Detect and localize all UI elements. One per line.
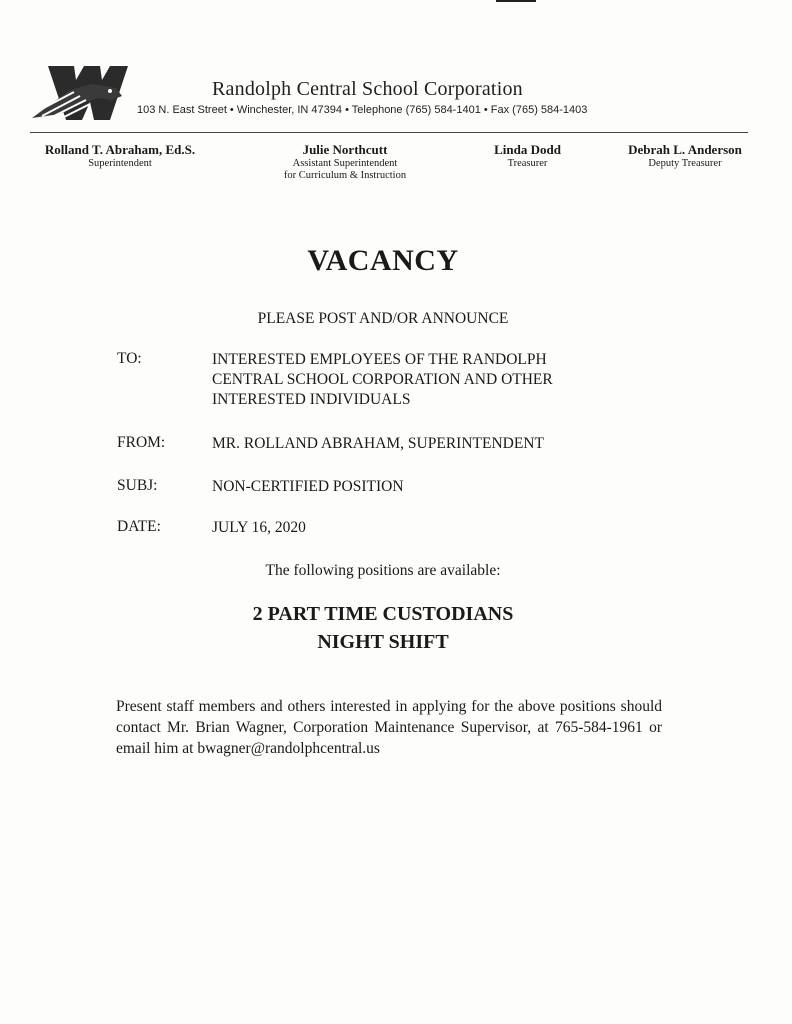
staff-name: Rolland T. Abraham, Ed.S.: [44, 142, 196, 157]
memo-date-value: JULY 16, 2020: [212, 519, 306, 536]
memo-to-line: INTERESTED INDIVIDUALS: [212, 391, 411, 408]
staff-treasurer: [470, 142, 585, 170]
position-line-1: 2 PART TIME CUSTODIANS: [252, 603, 514, 625]
memo-to-label: TO:: [117, 350, 142, 367]
positions-heading: [0, 600, 766, 656]
staff-title: for Curriculum & Instruction: [283, 170, 407, 181]
staff-title: Assistant Superintendent: [292, 158, 398, 169]
contact-paragraph: Present staff members and others interested in applying for the above positions should contact Mr. Brian Wagner, Corporation Maintenance Supervisor, at 765-584-1961 or email him at bwagner@randolphcentral.us: [116, 698, 662, 757]
staff-title: Superintendent: [88, 158, 152, 169]
staff-superintendent: [30, 142, 210, 170]
organization-name: Randolph Central School Corporation: [212, 78, 523, 100]
position-line-2: NIGHT SHIFT: [317, 631, 449, 653]
staff-title: Treasurer: [507, 158, 548, 169]
memo-to-value: [212, 350, 642, 410]
scan-mark: [496, 0, 536, 2]
notice-instruction: PLEASE POST AND/OR ANNOUNCE: [257, 310, 509, 327]
memo-subj-value: NON-CERTIFIED POSITION: [212, 478, 404, 495]
header-divider: [30, 132, 748, 133]
memo-subj-label: SUBJ:: [117, 477, 158, 494]
memo-to-line: INTERESTED EMPLOYEES OF THE RANDOLPH: [212, 351, 547, 368]
positions-intro: The following positions are available:: [265, 562, 501, 579]
eagle-w-logo-icon: [30, 60, 130, 128]
memo-to-line: CENTRAL SCHOOL CORPORATION AND OTHER: [212, 371, 553, 388]
staff-deputy-treasurer: [605, 142, 765, 170]
staff-name: Debrah L. Anderson: [628, 142, 742, 157]
memo-date-label: DATE:: [117, 518, 161, 535]
staff-name: Julie Northcutt: [302, 142, 388, 157]
notice-title: VACANCY: [307, 244, 459, 277]
staff-title: Deputy Treasurer: [648, 158, 722, 169]
staff-name: Linda Dodd: [494, 142, 561, 157]
memo-from-label: FROM:: [117, 434, 166, 451]
staff-assistant-superintendent: [255, 142, 435, 182]
memo-from-value: MR. ROLLAND ABRAHAM, SUPERINTENDENT: [212, 435, 544, 452]
organization-address: 103 N. East Street • Winchester, IN 47394 • Telephone (765) 584-1401 • Fax (765) 584-1403: [137, 104, 588, 116]
